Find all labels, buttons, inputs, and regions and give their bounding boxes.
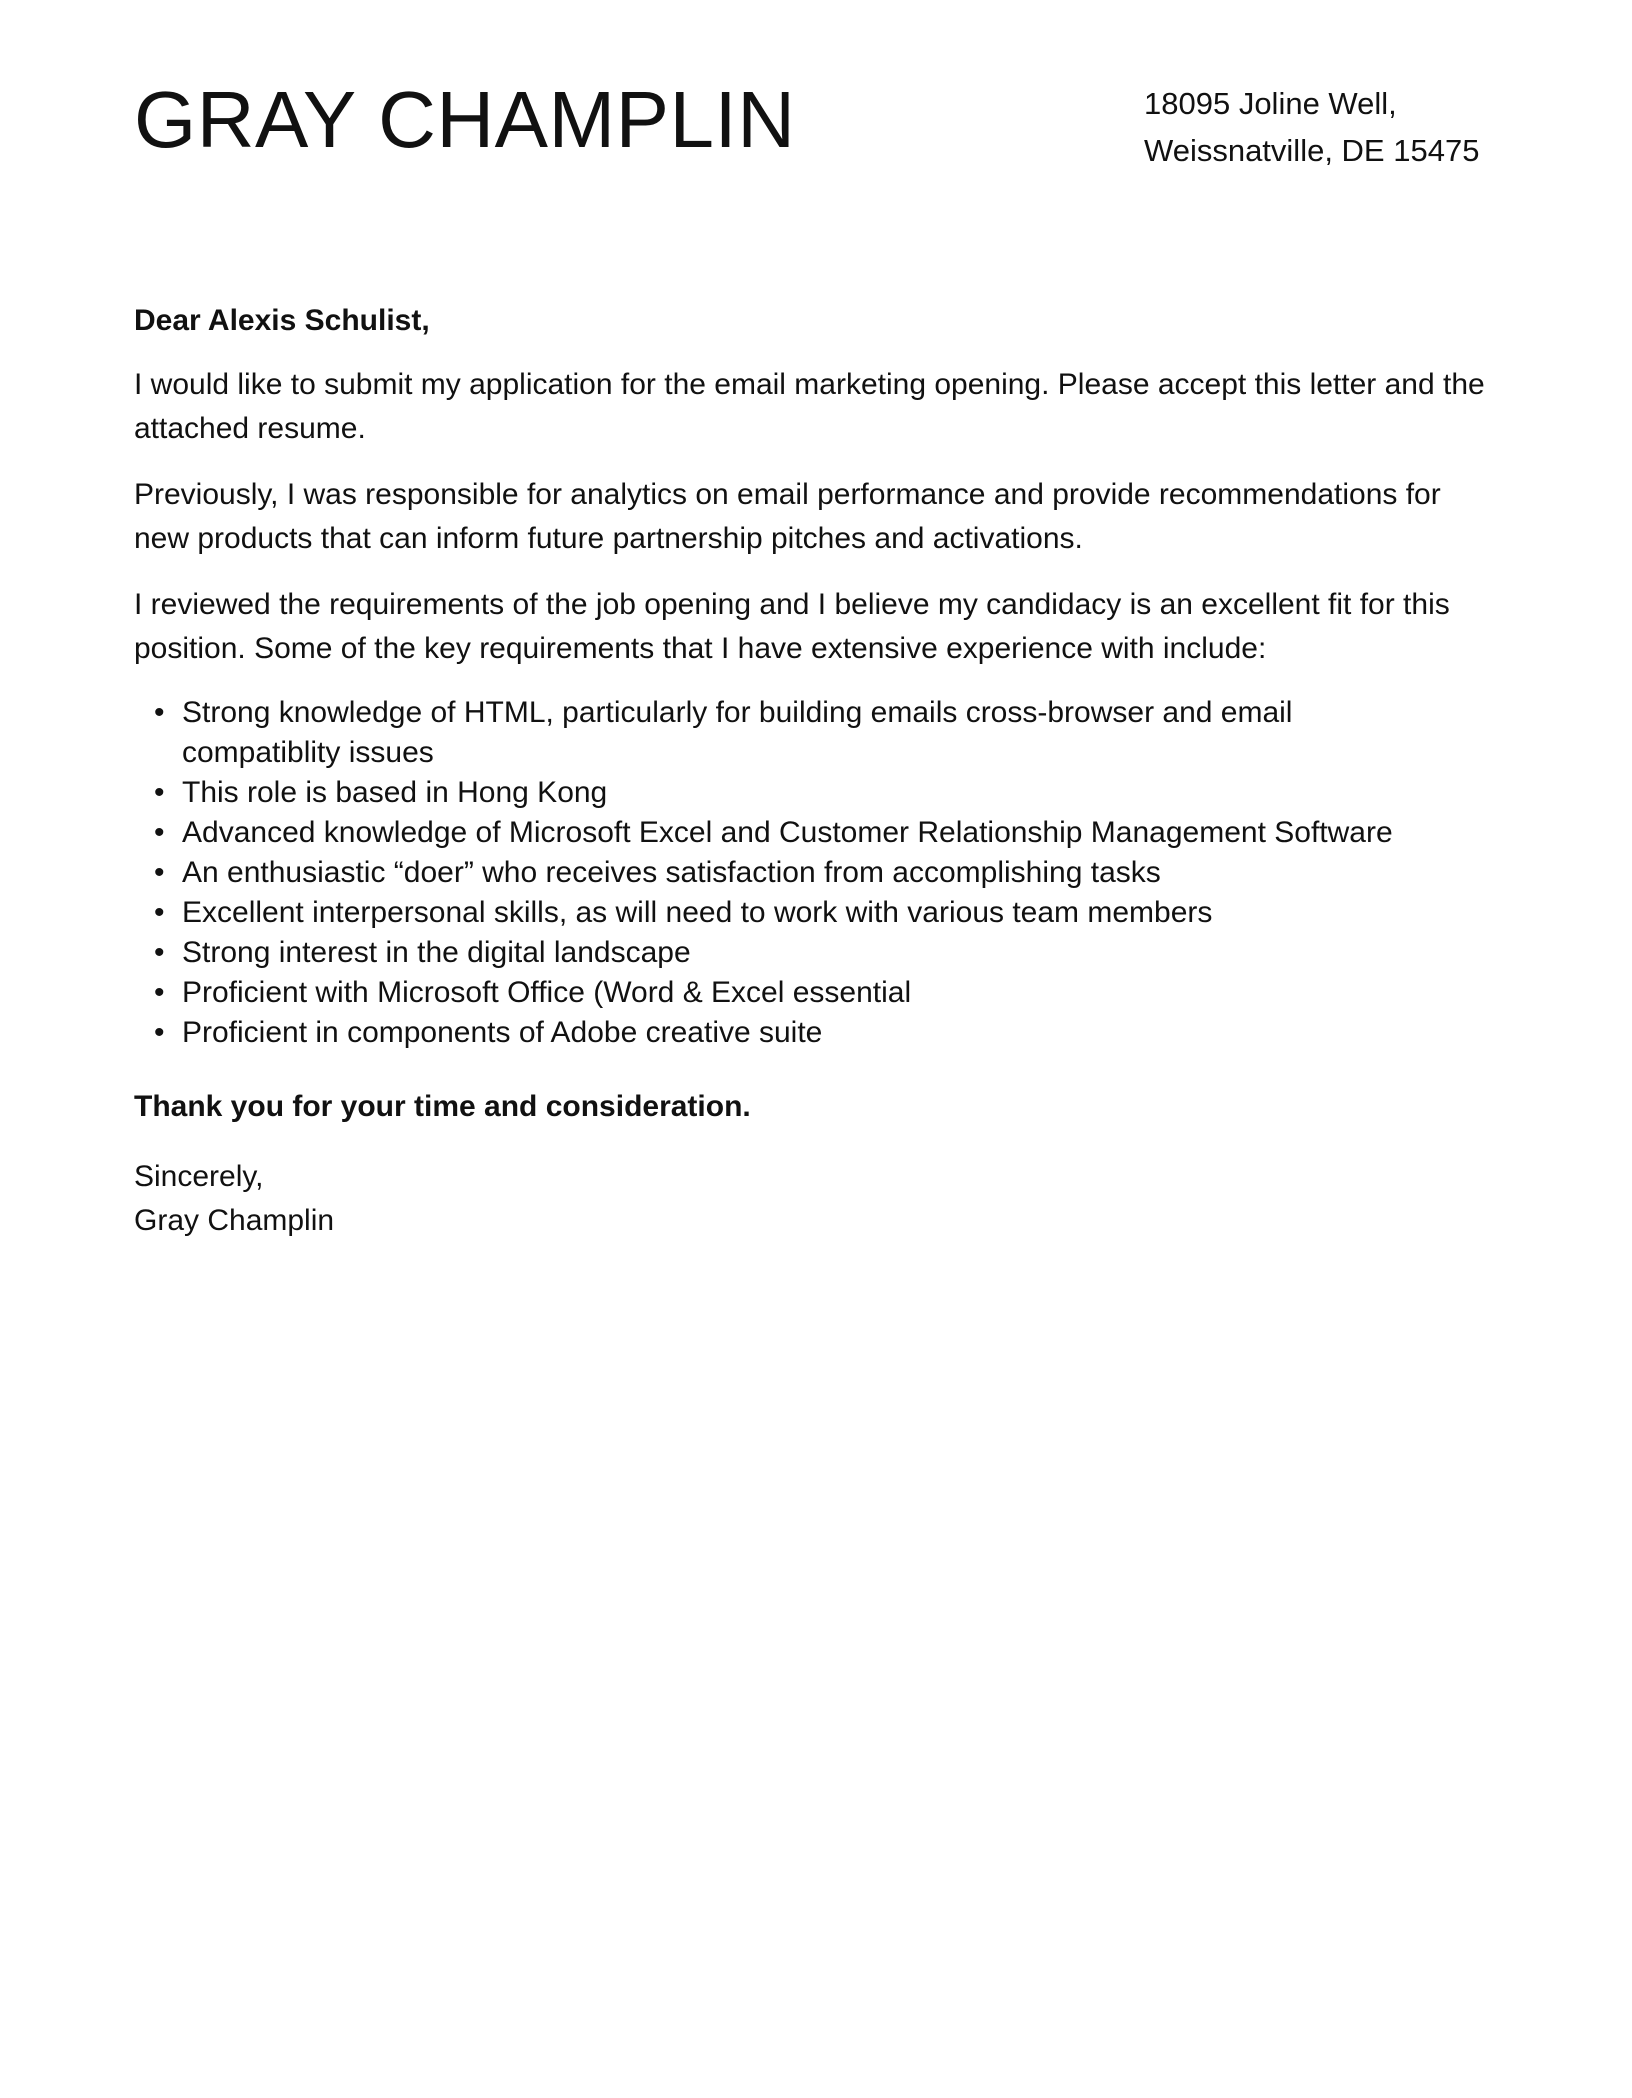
list-item xyxy=(134,893,1500,933)
list-item-text: Advanced knowledge of Microsoft Excel and Customer Relationship Management Software xyxy=(182,816,1393,849)
list-item-text: Strong knowledge of HTML, particularly for building emails cross-browser and email compatiblity issues xyxy=(182,696,1293,769)
address-line-1: 18095 Joline Well, xyxy=(1144,86,1397,121)
applicant-address xyxy=(1144,80,1479,174)
list-item xyxy=(134,813,1500,853)
list-item xyxy=(134,933,1500,973)
list-item xyxy=(134,1013,1500,1053)
bullet-icon: • xyxy=(154,856,165,889)
list-item xyxy=(134,693,1500,773)
requirements-list xyxy=(134,693,1500,1053)
letter-body xyxy=(134,299,1500,1243)
paragraph-intro: I would like to submit my application for the email marketing opening. Please accept this letter and the attached resume. xyxy=(134,368,1485,445)
list-item-text: Proficient with Microsoft Office (Word & Excel essential xyxy=(182,976,912,1009)
list-item xyxy=(134,773,1500,813)
letter-header xyxy=(134,72,1500,182)
signoff-block xyxy=(134,1155,1500,1243)
salutation: Dear Alexis Schulist, xyxy=(134,304,430,337)
signoff: Sincerely, xyxy=(134,1160,264,1193)
paragraph-experience: Previously, I was responsible for analytics on email performance and provide recommendations for new products that can inform future partnership pitches and activations. xyxy=(134,478,1441,555)
list-item-text: Excellent interpersonal skills, as will need to work with various team members xyxy=(182,896,1213,929)
list-item-text: Strong interest in the digital landscape xyxy=(182,936,691,969)
list-item-text: An enthusiastic “doer” who receives satisfaction from accomplishing tasks xyxy=(182,856,1161,889)
bullet-icon: • xyxy=(154,936,165,969)
closing-line: Thank you for your time and consideration. xyxy=(134,1090,751,1123)
list-item-text: Proficient in components of Adobe creative suite xyxy=(182,1016,823,1049)
bullet-icon: • xyxy=(154,696,165,729)
paragraph-requirements: I reviewed the requirements of the job opening and I believe my candidacy is an excellent fit for this position. Some of the key requirements that I have extensive experience with include: xyxy=(134,588,1450,665)
bullet-icon: • xyxy=(154,816,165,849)
list-item xyxy=(134,853,1500,893)
bullet-icon: • xyxy=(154,776,165,809)
bullet-icon: • xyxy=(154,1016,165,1049)
bullet-icon: • xyxy=(154,976,165,1009)
applicant-name: GRAY CHAMPLIN xyxy=(134,75,796,164)
address-line-2: Weissnatville, DE 15475 xyxy=(1144,133,1480,168)
signature-name: Gray Champlin xyxy=(134,1204,335,1237)
list-item-text: This role is based in Hong Kong xyxy=(182,776,608,809)
list-item xyxy=(134,973,1500,1013)
bullet-icon: • xyxy=(154,896,165,929)
